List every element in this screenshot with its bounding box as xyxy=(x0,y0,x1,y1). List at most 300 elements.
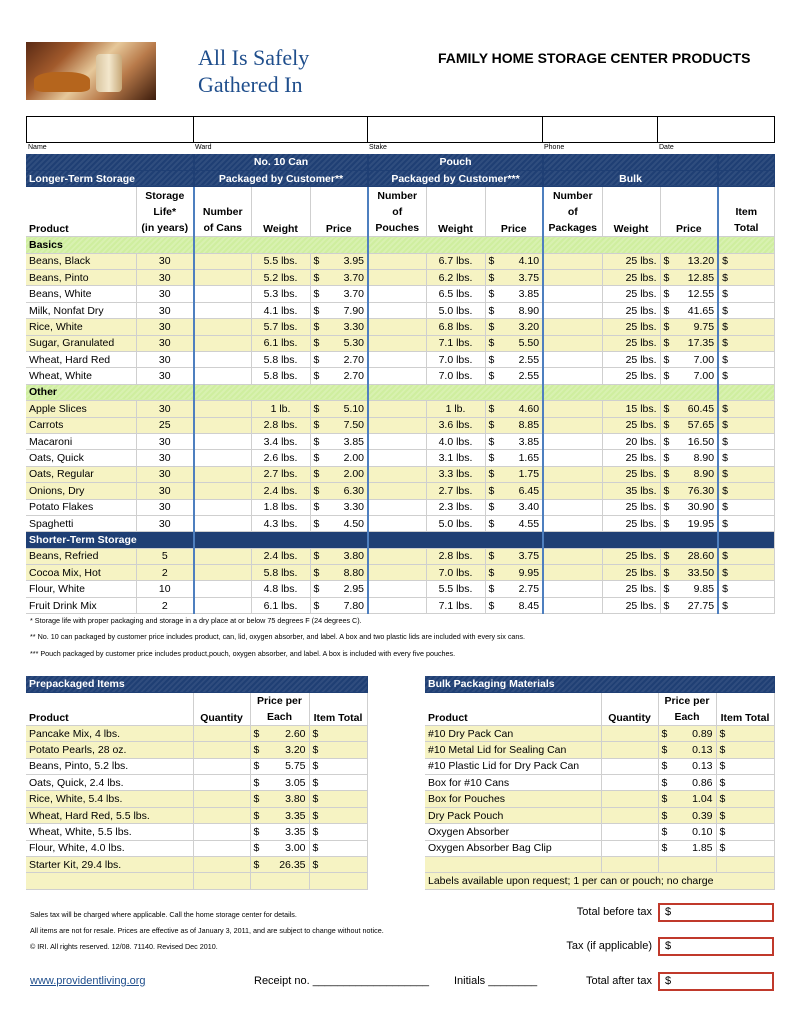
table-row xyxy=(26,742,367,758)
storage-life: 30 xyxy=(136,499,194,515)
currency-symbol: $ xyxy=(663,550,670,563)
quantity-input[interactable] xyxy=(601,791,658,807)
bulk-weight: 25 lbs. xyxy=(602,597,660,613)
empty-cell xyxy=(658,857,716,873)
price-value: 19.95 xyxy=(687,517,715,530)
pouch-weight: 5.0 lbs. xyxy=(426,515,485,531)
number-of-pouches-input[interactable] xyxy=(368,548,426,564)
number-of-pouches-input[interactable] xyxy=(368,499,426,515)
can-price xyxy=(310,548,368,564)
quantity-input[interactable] xyxy=(601,840,658,856)
currency-symbol: $ xyxy=(313,337,320,350)
currency-symbol: $ xyxy=(661,793,668,806)
can-group-subheader: Packaged by Customer** xyxy=(194,170,368,186)
number-of-cans-input[interactable] xyxy=(194,253,251,269)
currency-symbol: $ xyxy=(488,468,495,481)
bulk-weight: 25 lbs. xyxy=(602,319,660,335)
table-row xyxy=(26,597,774,613)
bread-image xyxy=(34,72,90,92)
column-header-can-weight: Weight xyxy=(251,187,310,237)
price-per-each xyxy=(250,742,309,758)
item-total: $ xyxy=(718,302,774,318)
pouch-price xyxy=(485,433,543,449)
number-of-packages-input[interactable] xyxy=(543,565,602,581)
currency-symbol: $ xyxy=(488,435,495,448)
number-of-pouches-input[interactable] xyxy=(368,302,426,318)
receipt-number-field[interactable]: Receipt no. ___________________ xyxy=(254,975,429,987)
storage-life: 30 xyxy=(136,433,194,449)
price-value: 8.90 xyxy=(693,468,715,481)
number-of-cans-input[interactable] xyxy=(194,515,251,531)
product-name: #10 Plastic Lid for Dry Pack Can xyxy=(425,758,601,774)
number-of-cans-input[interactable] xyxy=(194,368,251,384)
number-of-cans-input[interactable] xyxy=(194,433,251,449)
currency-symbol: $ xyxy=(313,566,320,579)
number-of-cans-input[interactable] xyxy=(194,565,251,581)
number-of-pouches-input[interactable] xyxy=(368,270,426,286)
can-weight: 2.4 lbs. xyxy=(251,548,310,564)
storage-life: 30 xyxy=(136,352,194,368)
product-name: Oxygen Absorber xyxy=(425,824,601,840)
pouch-weight: 2.8 lbs. xyxy=(426,548,485,564)
price-value: 7.80 xyxy=(343,599,365,612)
price-value: 2.00 xyxy=(343,452,365,465)
pouch-group-subheader: Packaged by Customer*** xyxy=(368,170,543,186)
number-of-packages-input[interactable] xyxy=(543,433,602,449)
date-field[interactable] xyxy=(658,117,775,143)
price-value: 26.35 xyxy=(279,858,306,871)
product-name: Fruit Drink Mix xyxy=(26,597,136,613)
quantity-input[interactable] xyxy=(193,791,250,807)
currency-symbol: $ xyxy=(313,320,320,333)
storage-life: 30 xyxy=(136,466,194,482)
can-price xyxy=(310,302,368,318)
item-total: $ xyxy=(718,450,774,466)
price-value: 3.75 xyxy=(518,271,540,284)
can-weight: 5.7 lbs. xyxy=(251,319,310,335)
pouch-price xyxy=(485,417,543,433)
product-name: Sugar, Granulated xyxy=(26,335,136,351)
number-of-cans-input[interactable] xyxy=(194,548,251,564)
item-total: $ xyxy=(718,286,774,302)
number-of-cans-input[interactable] xyxy=(194,352,251,368)
price-per-each xyxy=(658,725,716,741)
prepack-header-product: Product xyxy=(26,692,193,725)
product-name: Wheat, Hard Red xyxy=(26,352,136,368)
number-of-pouches-input[interactable] xyxy=(368,450,426,466)
price-value: 2.55 xyxy=(518,370,540,383)
info-field-labels xyxy=(26,144,774,154)
bulk-weight: 25 lbs. xyxy=(602,466,660,482)
table-row xyxy=(26,450,774,466)
number-of-pouches-input[interactable] xyxy=(368,597,426,613)
number-of-cans-input[interactable] xyxy=(194,270,251,286)
number-of-packages-input[interactable] xyxy=(543,302,602,318)
product-name: Beans, Black xyxy=(26,253,136,269)
can-price xyxy=(310,270,368,286)
price-per-each xyxy=(658,742,716,758)
currency-symbol: $ xyxy=(488,452,495,465)
currency-symbol: $ xyxy=(663,370,670,383)
can-weight: 4.3 lbs. xyxy=(251,515,310,531)
table-row xyxy=(26,791,367,807)
number-of-cans-input[interactable] xyxy=(194,483,251,499)
can-group-header: No. 10 Can xyxy=(194,154,368,170)
brand-title xyxy=(198,44,309,98)
currency-symbol: $ xyxy=(663,452,670,465)
price-value: 3.35 xyxy=(285,809,306,822)
currency-symbol: $ xyxy=(313,370,320,383)
price-value: 5.30 xyxy=(343,337,365,350)
pouch-price xyxy=(485,466,543,482)
can-weight: 4.8 lbs. xyxy=(251,581,310,597)
total-after-tax-label: Total after tax xyxy=(585,975,652,987)
number-of-packages-input[interactable] xyxy=(543,581,602,597)
total-before-tax-field[interactable]: $ xyxy=(658,903,774,922)
price-value: 0.39 xyxy=(692,809,713,822)
price-per-each xyxy=(658,840,716,856)
price-per-each xyxy=(250,824,309,840)
can-price xyxy=(310,597,368,613)
section-spacer xyxy=(194,384,368,400)
number-of-cans-input[interactable] xyxy=(194,597,251,613)
quantity-input[interactable] xyxy=(601,758,658,774)
sales-tax-note: Sales tax will be charged where applicable. Call the home storage center for details. xyxy=(30,910,297,919)
table-row xyxy=(26,824,367,840)
number-of-packages-input[interactable] xyxy=(543,548,602,564)
currency-symbol: $ xyxy=(661,809,668,822)
pouch-packaging-note: *** Pouch packaged by customer price includes product,pouch, oxygen absorber, and label. A box is included with every five pouches. xyxy=(30,649,456,658)
bulk-price xyxy=(660,548,718,564)
pouch-price xyxy=(485,401,543,417)
storage-life: 30 xyxy=(136,270,194,286)
currency-symbol: $ xyxy=(253,743,260,756)
currency-symbol: $ xyxy=(488,566,495,579)
column-header-number-of-pouches: Number of Pouches xyxy=(368,187,426,237)
price-value: 1.65 xyxy=(518,452,540,465)
price-per-each xyxy=(250,758,309,774)
number-of-cans-input[interactable] xyxy=(194,417,251,433)
number-of-pouches-input[interactable] xyxy=(368,401,426,417)
number-of-pouches-input[interactable] xyxy=(368,286,426,302)
pouch-price xyxy=(485,515,543,531)
quantity-input[interactable] xyxy=(193,857,250,873)
currency-symbol: $ xyxy=(661,825,668,838)
price-value: 8.90 xyxy=(518,304,540,317)
item-total: $ xyxy=(718,433,774,449)
quantity-input[interactable] xyxy=(601,807,658,823)
currency-symbol: $ xyxy=(313,452,320,465)
price-value: 76.30 xyxy=(687,484,715,497)
bulk-price xyxy=(660,433,718,449)
can-weight: 6.1 lbs. xyxy=(251,597,310,613)
number-of-cans-input[interactable] xyxy=(194,302,251,318)
prepackaged-items-title: Prepackaged Items xyxy=(26,676,367,692)
bulk-price xyxy=(660,253,718,269)
price-value: 3.00 xyxy=(285,842,306,855)
item-total: $ xyxy=(309,857,367,873)
item-total: $ xyxy=(716,824,774,840)
product-order-table xyxy=(26,154,775,614)
pouch-price xyxy=(485,565,543,581)
table-row xyxy=(26,433,774,449)
number-of-cans-input[interactable] xyxy=(194,335,251,351)
currency-symbol: $ xyxy=(661,842,668,855)
number-of-packages-input[interactable] xyxy=(543,253,602,269)
number-of-pouches-input[interactable] xyxy=(368,565,426,581)
can-weight: 2.4 lbs. xyxy=(251,483,310,499)
price-value: 12.55 xyxy=(687,288,715,301)
number-of-packages-input[interactable] xyxy=(543,483,602,499)
empty-cell xyxy=(601,857,658,873)
price-value: 5.75 xyxy=(285,760,306,773)
can-weight: 5.5 lbs. xyxy=(251,253,310,269)
prepack-header-price: Price per Each xyxy=(250,692,309,725)
empty-cell xyxy=(716,857,774,873)
storage-life-note: * Storage life with proper packaging and storage in a dry place at or below 75 degrees F (24 degrees C). xyxy=(30,616,362,625)
storage-life: 30 xyxy=(136,483,194,499)
quantity-input[interactable] xyxy=(601,725,658,741)
number-of-pouches-input[interactable] xyxy=(368,368,426,384)
currency-symbol: $ xyxy=(488,304,495,317)
number-of-cans-input[interactable] xyxy=(194,450,251,466)
currency-symbol: $ xyxy=(661,743,668,756)
phone-field[interactable] xyxy=(543,117,658,143)
table-row xyxy=(26,483,774,499)
storage-life: 2 xyxy=(136,597,194,613)
number-of-pouches-input[interactable] xyxy=(368,319,426,335)
price-value: 3.85 xyxy=(343,435,365,448)
currency-symbol: $ xyxy=(663,501,670,514)
currency-symbol: $ xyxy=(663,304,670,317)
bulk-weight: 35 lbs. xyxy=(602,483,660,499)
bulk-weight: 20 lbs. xyxy=(602,433,660,449)
price-value: 28.60 xyxy=(687,550,715,563)
number-of-cans-input[interactable] xyxy=(194,319,251,335)
number-of-cans-input[interactable] xyxy=(194,401,251,417)
quantity-input[interactable] xyxy=(193,775,250,791)
number-of-packages-input[interactable] xyxy=(543,319,602,335)
number-of-packages-input[interactable] xyxy=(543,466,602,482)
price-value: 4.55 xyxy=(518,517,540,530)
currency-symbol: $ xyxy=(488,599,495,612)
pouch-price xyxy=(485,581,543,597)
number-of-packages-input[interactable] xyxy=(543,499,602,515)
number-of-packages-input[interactable] xyxy=(543,352,602,368)
pouch-price xyxy=(485,302,543,318)
currency-symbol: $ xyxy=(253,727,260,740)
table-row xyxy=(26,352,774,368)
number-of-cans-input[interactable] xyxy=(194,466,251,482)
number-of-pouches-input[interactable] xyxy=(368,352,426,368)
number-of-packages-input[interactable] xyxy=(543,450,602,466)
bulk-price xyxy=(660,319,718,335)
bulk-price xyxy=(660,450,718,466)
pouch-weight: 2.7 lbs. xyxy=(426,483,485,499)
bulk-price xyxy=(660,597,718,613)
currency-symbol: $ xyxy=(313,501,320,514)
product-name: Apple Slices xyxy=(26,401,136,417)
pouch-weight: 7.0 lbs. xyxy=(426,565,485,581)
can-weight: 2.6 lbs. xyxy=(251,450,310,466)
product-name: Flour, White, 4.0 lbs. xyxy=(26,840,193,856)
currency-symbol: $ xyxy=(663,288,670,301)
currency-symbol: $ xyxy=(488,337,495,350)
number-of-pouches-input[interactable] xyxy=(368,515,426,531)
name-label: Name xyxy=(28,144,47,151)
currency-symbol: $ xyxy=(313,435,320,448)
table-row xyxy=(26,466,774,482)
pouch-weight: 7.0 lbs. xyxy=(426,352,485,368)
table-row xyxy=(425,807,774,823)
can-price xyxy=(310,335,368,351)
section-spacer xyxy=(718,237,774,253)
total-after-tax-field[interactable]: $ xyxy=(658,972,774,991)
price-per-each xyxy=(658,807,716,823)
can-weight: 3.4 lbs. xyxy=(251,433,310,449)
table-row xyxy=(26,401,774,417)
tax-field[interactable]: $ xyxy=(658,937,774,956)
section-title: Other xyxy=(26,384,194,400)
price-per-each xyxy=(250,725,309,741)
price-per-each xyxy=(658,824,716,840)
longer-term-storage-label: Longer-Term Storage xyxy=(26,170,194,186)
item-total: $ xyxy=(718,417,774,433)
pouch-weight: 6.5 lbs. xyxy=(426,286,485,302)
product-name: Wheat, White xyxy=(26,368,136,384)
number-of-packages-input[interactable] xyxy=(543,515,602,531)
currency-symbol: $ xyxy=(253,825,260,838)
price-value: 1.04 xyxy=(692,793,713,806)
ward-label: Ward xyxy=(195,144,212,151)
currency-symbol: $ xyxy=(661,760,668,773)
ward-field[interactable] xyxy=(194,117,368,143)
number-of-pouches-input[interactable] xyxy=(368,466,426,482)
table-row xyxy=(26,368,774,384)
section-spacer xyxy=(194,532,368,548)
number-of-packages-input[interactable] xyxy=(543,270,602,286)
number-of-pouches-input[interactable] xyxy=(368,417,426,433)
number-of-pouches-input[interactable] xyxy=(368,253,426,269)
effective-date-note: All items are not for resale. Prices are effective as of January 3, 2011, and are subject to change without notice. xyxy=(30,926,384,935)
currency-symbol: $ xyxy=(488,517,495,530)
price-per-each xyxy=(658,791,716,807)
currency-symbol: $ xyxy=(663,435,670,448)
number-of-packages-input[interactable] xyxy=(543,335,602,351)
currency-symbol: $ xyxy=(663,517,670,530)
number-of-packages-input[interactable] xyxy=(543,417,602,433)
can-weight: 1 lb. xyxy=(251,401,310,417)
currency-symbol: $ xyxy=(488,583,495,596)
bulk-header-price: Price per Each xyxy=(658,692,716,725)
currency-symbol: $ xyxy=(313,550,320,563)
currency-symbol: $ xyxy=(661,776,668,789)
can-price xyxy=(310,466,368,482)
labels-note: Labels available upon request; 1 per can or pouch; no charge xyxy=(425,873,774,889)
number-of-packages-input[interactable] xyxy=(543,286,602,302)
item-total: $ xyxy=(718,581,774,597)
currency-symbol: $ xyxy=(253,858,260,871)
quantity-input[interactable] xyxy=(193,742,250,758)
currency-symbol: $ xyxy=(663,419,670,432)
currency-symbol: $ xyxy=(313,304,320,317)
number-of-pouches-input[interactable] xyxy=(368,483,426,499)
quantity-input[interactable] xyxy=(193,758,250,774)
currency-symbol: $ xyxy=(253,776,260,789)
number-of-pouches-input[interactable] xyxy=(368,433,426,449)
price-per-each xyxy=(250,857,309,873)
currency-symbol: $ xyxy=(253,760,260,773)
can-price xyxy=(310,352,368,368)
page-title: FAMILY HOME STORAGE CENTER PRODUCTS xyxy=(438,50,751,66)
item-total: $ xyxy=(309,791,367,807)
quantity-input[interactable] xyxy=(601,742,658,758)
can-price xyxy=(310,417,368,433)
bulk-header-total: Item Total xyxy=(716,692,774,725)
bulk-weight: 25 lbs. xyxy=(602,335,660,351)
number-of-packages-input[interactable] xyxy=(543,368,602,384)
price-value: 3.75 xyxy=(518,550,540,563)
number-of-packages-input[interactable] xyxy=(543,401,602,417)
date-label: Date xyxy=(659,144,674,151)
bulk-packaging-materials-table xyxy=(425,676,775,890)
number-of-cans-input[interactable] xyxy=(194,499,251,515)
provident-living-link[interactable]: www.providentliving.org xyxy=(30,975,146,987)
item-total: $ xyxy=(309,775,367,791)
product-name: Potato Flakes xyxy=(26,499,136,515)
price-value: 3.20 xyxy=(518,320,540,333)
stake-field[interactable] xyxy=(368,117,543,143)
quantity-input[interactable] xyxy=(193,840,250,856)
table-row xyxy=(425,725,774,741)
price-value: 2.70 xyxy=(343,370,365,383)
pouch-weight: 6.2 lbs. xyxy=(426,270,485,286)
storage-life: 10 xyxy=(136,581,194,597)
pouch-weight: 3.1 lbs. xyxy=(426,450,485,466)
quantity-input[interactable] xyxy=(601,824,658,840)
bulk-price xyxy=(660,368,718,384)
bulk-weight: 25 lbs. xyxy=(602,368,660,384)
quantity-input[interactable] xyxy=(601,775,658,791)
number-of-pouches-input[interactable] xyxy=(368,335,426,351)
section-spacer xyxy=(718,384,774,400)
section-spacer xyxy=(718,532,774,548)
price-value: 17.35 xyxy=(687,337,715,350)
table-row xyxy=(26,499,774,515)
price-value: 3.80 xyxy=(343,550,365,563)
quantity-input[interactable] xyxy=(193,807,250,823)
can-price xyxy=(310,319,368,335)
table-row xyxy=(26,286,774,302)
bulk-price xyxy=(660,335,718,351)
number-of-pouches-input[interactable] xyxy=(368,581,426,597)
bulk-price xyxy=(660,499,718,515)
currency-symbol: $ xyxy=(253,809,260,822)
bulk-price xyxy=(660,581,718,597)
initials-field[interactable]: Initials ________ xyxy=(454,975,538,987)
number-of-packages-input[interactable] xyxy=(543,597,602,613)
quantity-input[interactable] xyxy=(193,725,250,741)
number-of-cans-input[interactable] xyxy=(194,286,251,302)
number-of-cans-input[interactable] xyxy=(194,581,251,597)
bulk-price xyxy=(660,270,718,286)
table-row xyxy=(26,857,367,873)
quantity-input[interactable] xyxy=(193,824,250,840)
price-value: 16.50 xyxy=(687,435,715,448)
name-field[interactable] xyxy=(27,117,194,143)
price-value: 6.30 xyxy=(343,484,365,497)
currency-symbol: $ xyxy=(488,353,495,366)
